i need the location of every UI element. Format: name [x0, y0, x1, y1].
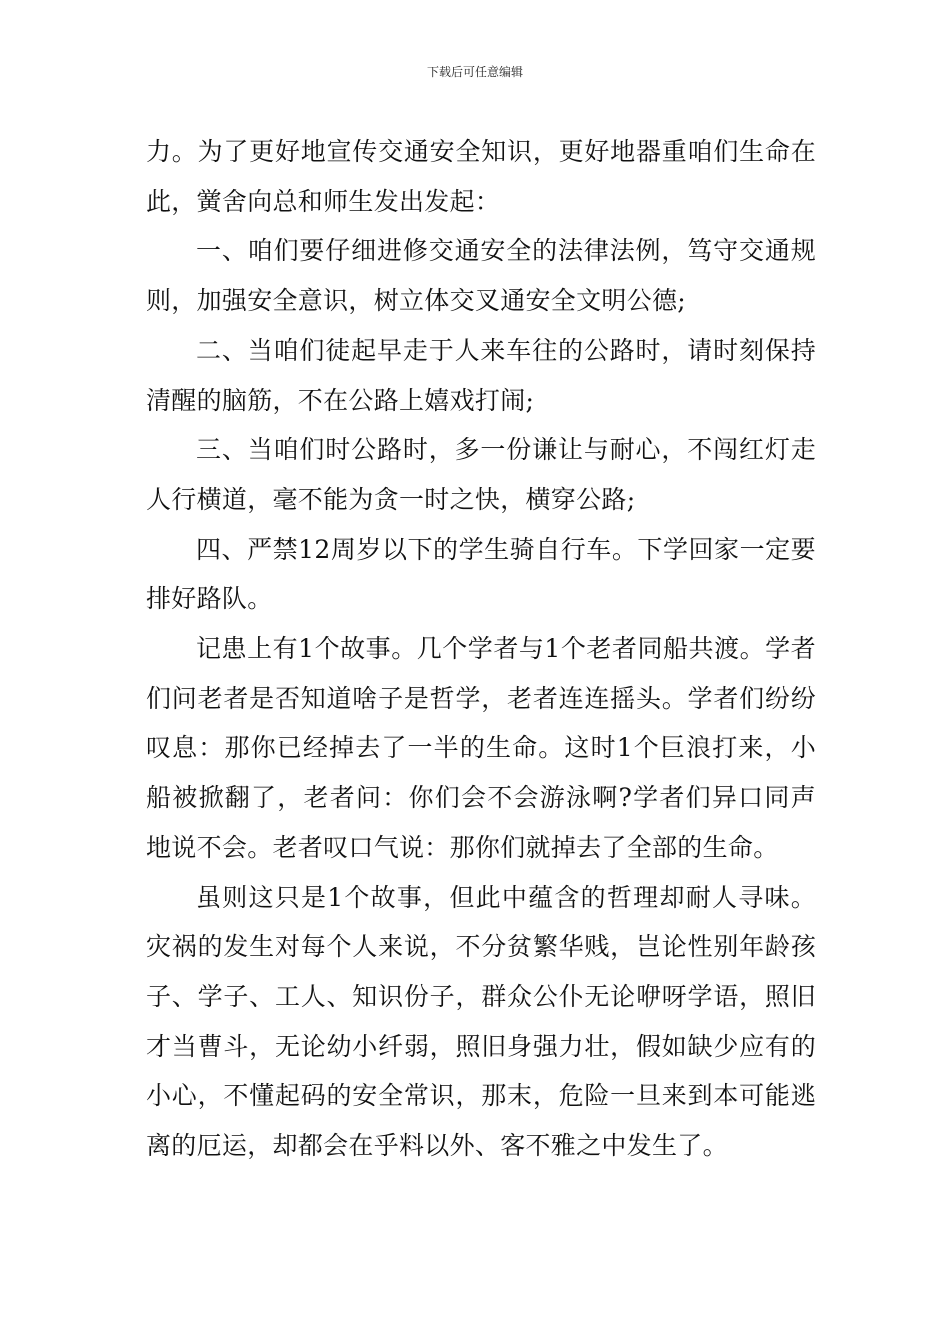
- page-header: 下载后可任意编辑: [426, 65, 523, 79]
- paragraph: 二、当咱们徒起早走于人来车往的公路时，请时刻保持清醒的脑筋，不在公路上嬉戏打闹;: [146, 335, 816, 415]
- paragraph: 记患上有1个故事。几个学者与1个老者同船共渡。学者们问老者是否知道啥子是哲学，老者连连摇头。学者们纷纷叹息：那你已经掉去了一半的生命。这时1个巨浪打来，小船被掀翻了，老者问：你们会不会游泳啊?学者们异口同声地说不会。老者叹口气说：那你们就掉去了全部的生命。: [146, 634, 816, 862]
- paragraph: 力。为了更好地宣传交通安全知识，更好地器重咱们生命在此，黉舍向总和师生发出发起：: [146, 137, 816, 216]
- paragraph: 三、当咱们时公路时，多一份谦让与耐心，不闯红灯走人行横道，毫不能为贪一时之快，横穿公路;: [146, 435, 816, 514]
- paragraph: 四、严禁12周岁以下的学生骑自行车。下学回家一定要排好路队。: [146, 534, 816, 614]
- document-body: [146, 127, 816, 1171]
- paragraph: 虽则这只是1个故事，但此中蕴含的哲理却耐人寻味。灾祸的发生对每个人来说，不分贫繁华贱，岂论性别年龄孩子、学子、工人、知识份子，群众公仆无论咿呀学语，照旧才当曹斗，无论幼小纤弱，照旧身强力壮，假如缺少应有的小心，不懂起码的安全常识，那末，危险一旦来到本可能逃离的厄运，却都会在乎料以外、客不雅之中发生了。: [146, 882, 816, 1161]
- paragraph: 一、咱们要仔细进修交通安全的法律法例，笃守交通规则，加强安全意识，树立体交叉通安全文明公德;: [146, 236, 816, 316]
